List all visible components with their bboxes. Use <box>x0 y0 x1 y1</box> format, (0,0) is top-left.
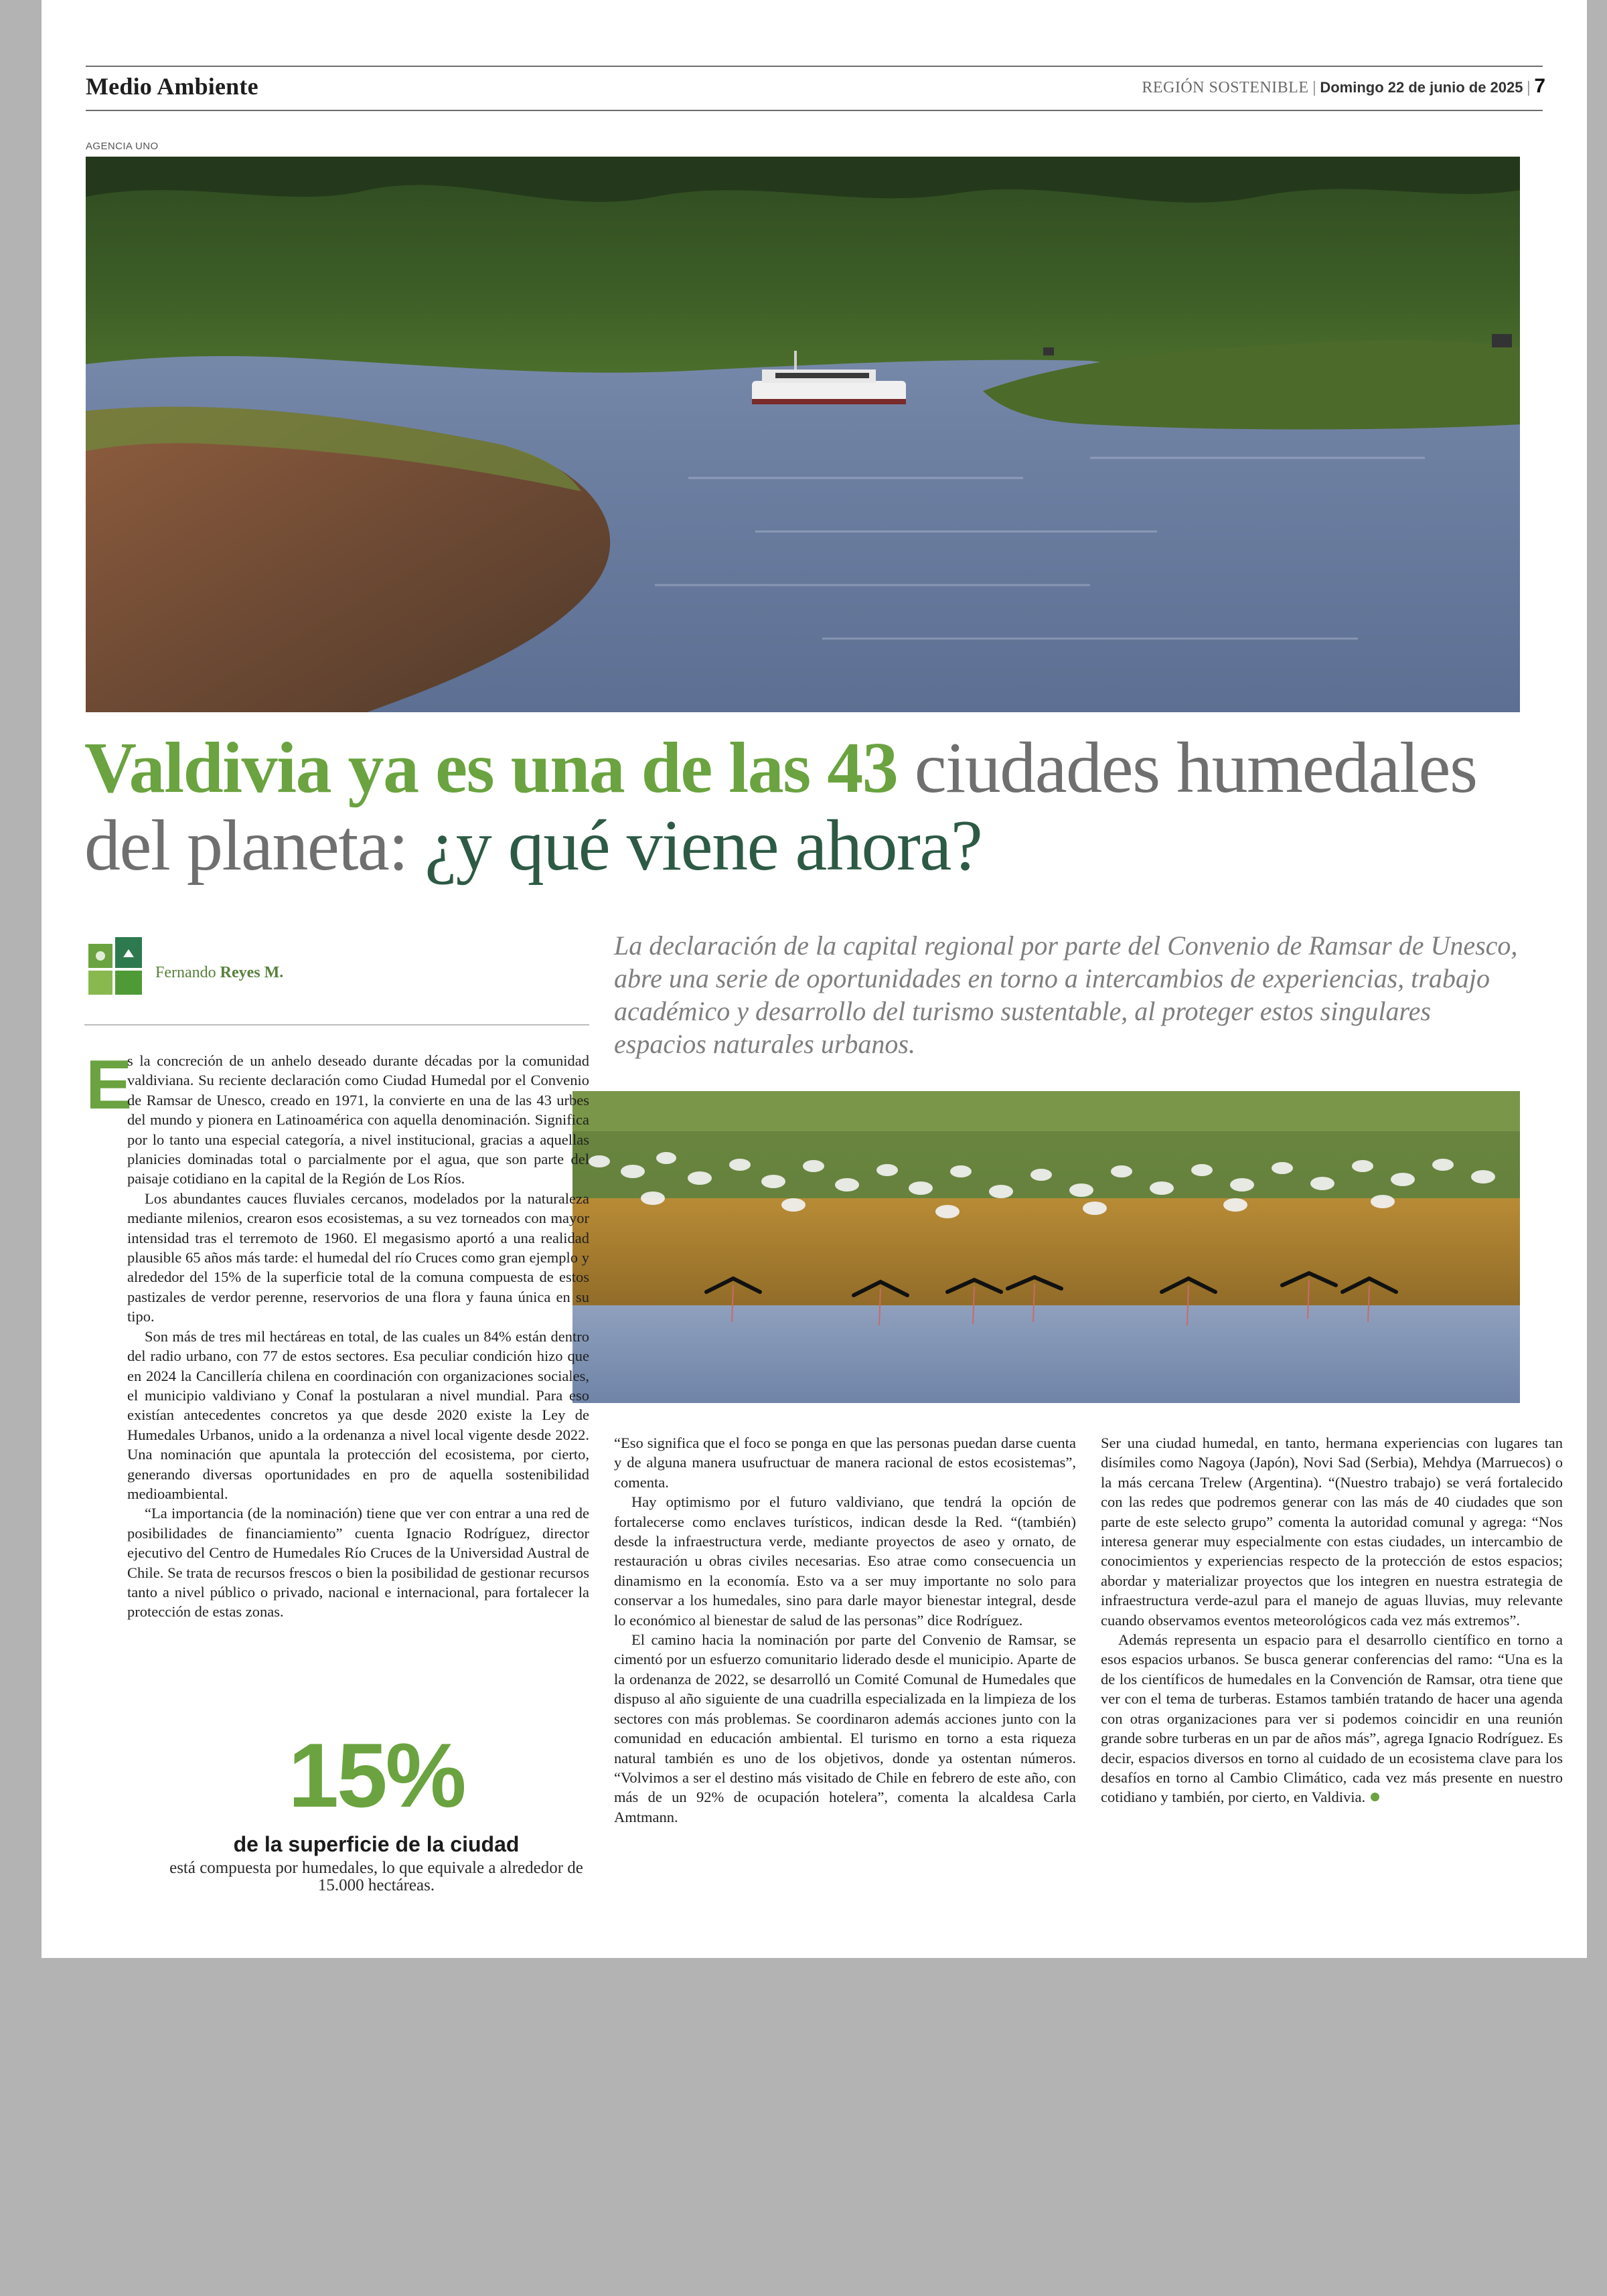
author-last-name: Reyes M. <box>220 964 284 981</box>
article-column-3 <box>1101 1433 1563 1807</box>
paragraph-final <box>1101 1630 1563 1807</box>
byline <box>155 964 283 982</box>
issue-date: Domingo 22 de junio de 2025 <box>1320 79 1523 96</box>
paragraph-text: Además representa un espacio para el desarrollo científico en torno a esos espacios urbanos. Se busca generar conferencias del ramo: “Una es la de los científicos de humedales en la Convención de Ramsar, otra tiene que ver con el tema de turberas. Estamos también tratando de hacer una agenda con otras organizaciones para ver si podemos coincidir en una reunión grande sobre turberas en un par de años más”, agrega Ignacio Rodríguez. Es decir, espacios diversos en torno al cuidado de un ecosistema clave para los desafíos en torno al Cambio Climático, cada vez más presente en nuestro cotidiano y también, por cierto, en Valdivia. <box>1101 1631 1563 1806</box>
newspaper-page <box>42 0 1587 1958</box>
paragraph: Hay optimismo por el futuro valdiviano, que tendrá la opción de fortalecerse como enclaves turísticos, indican desde la Red. “(también) desde la infraestructura verde, mediante proyectos de aseo y ornato, de restauración u obras civiles necesarias. Eso atrae como consecuencia un dinamismo en la economía. Esto va a ser muy importante no solo para conservar a los humedales, sino para darle mayor bienestar integral, desde lo económico al bienestar de salud de las personas” dice Rodríguez. <box>614 1493 1076 1629</box>
publication-name: REGIÓN SOSTENIBLE <box>1142 79 1309 96</box>
stat-value: 15% <box>288 1724 465 1826</box>
paragraph: El camino hacia la nominación por parte del Convenio de Ramsar, se cimentó por un esfuerzo comunitario liderado desde el municipio. Aparte de la ordenanza de 2022, se desarrolló un Comité Comunal de Humedales que dispuso al año siguiente de una cuadrilla especializada en la limpieza de los sectores con más problemas. Se coordinaron además acciones junto con la comunidad en educación ambiental. El turismo en torno a esta riqueza natural también es uno de los objetivos, donde ya ostentan números. “Volvimos a ser el destino más visitado de Chile en febrero de este año, con más de un 92% de ocupación hotelera”, comenta la alcaldesa Carla Amtmann. <box>614 1631 1076 1825</box>
section-title: Medio Ambiente <box>86 73 258 100</box>
wetland-birds-photo <box>572 1091 1520 1403</box>
stat-label: de la superficie de la ciudad <box>233 1832 520 1856</box>
headline-part-2: ciudades humedales del planeta: <box>84 728 1477 886</box>
article-lead: La declaración de la capital regional por parte del Convenio de Ramsar de Unesco, abre una serie de oportunidades en torno a intercambios de experiencias, trabajo académico y desarrollo del turismo sustentable, al proteger estos singulares espacios naturales urbanos. <box>614 930 1518 1059</box>
headline-part-1: Valdivia ya es una de las 43 <box>84 728 898 808</box>
paragraph: Son más de tres mil hectáreas en total, de las cuales un 84% están dentro del radio urbano, con 77 de estos sectores. Esa peculiar condición hizo que en 2024 la Cancillería chilena en coordinación con organizaciones sociales, el municipio valdiviano y Conaf la postularan a nivel mundial. Para eso existían antecedentes concretos ya que desde 2020 existe la Ley de Humedales Urbanos, unido a la ordenanza a nivel local vigente desde 2022. Una nominación que apuntala la protección del ecosistema, por cierto, generando diversas oportunidades en pro de aquella sostenibilidad medioambiental. <box>127 1327 589 1502</box>
paragraph: Ser una ciudad humedal, en tanto, hermana experiencias con lugares tan disímiles como Nagoya (Japón), Novi Sad (Serbia), Mehdya (Marruecos) o la más cercana Trelew (Argentina). “(Nuestro trabajo) se verá fortalecido con las redes que podremos generar con las más de 40 ciudades que son parte de este selecto grupo” comenta la autoridad comunal y agrega: “Nos interesa generar muy especialmente con estas ciudades, un intercambio de conocimientos y experiencias respecto de la protección de estos espacios; abordar y materializar proyectos que los integren en nuestra estrategia de infraestructura verde-azul para el manejo de aguas lluvias, muy relevante cuando observamos eventos meteorológicos cada vez más extremos”. <box>1101 1434 1563 1629</box>
paragraph: s la concreción de un anhelo deseado durante décadas por la comunidad valdiviana. Su reciente declaración como Ciudad Humedal por el Convenio de Ramsar de Unesco, creado en 1971, la convierte en una de las 43 urbes del mundo y pionera en Latinoamérica con aquella denominación. Significa por lo tanto una especial categoría, a nivel institucional, gracias a aquellas planicies dominadas total o parcialmente por el agua, que son parte del paisaje cotidiano en la capital de la Región de Los Ríos. <box>127 1052 589 1187</box>
stat-description: está compuesta por humedales, lo que equivale a alrededor de 15.000 hectáreas. <box>169 1859 583 1894</box>
paragraph: “Eso significa que el foco se ponga en que las personas puedan darse cuenta y de alguna manera usufructuar de manera racional de estos ecosistemas”, comenta. <box>614 1434 1076 1491</box>
article-column-1 <box>127 1051 589 1622</box>
author-first-name: Fernando <box>155 964 216 981</box>
headline-part-3: ¿y qué viene ahora? <box>425 806 982 886</box>
header-rule-top <box>86 66 1543 67</box>
drop-cap: E <box>86 1046 133 1124</box>
paragraph: Los abundantes cauces fluviales cercanos, modelados por la naturaleza mediante milenios, crearon esos ecosistemas, a su vez torneados con mayor intensidad tras el terremoto de 1960. El megasismo aportó a una realidad plausible 65 años más tarde: el humedal del río Cruces como gran ejemplo y alrededor del 15% de la superficie total de la comuna compuesta de estos pastizales de verdor perenne, reservorios de una flora y fauna única en su tipo. <box>127 1190 589 1325</box>
header-rule-bottom <box>86 110 1543 111</box>
byline-divider <box>84 1024 589 1026</box>
photo-credit: AGENCIA UNO <box>86 141 159 152</box>
headline <box>84 730 1557 885</box>
paragraph: “La importancia (de la nominación) tiene que ver con entrar a una red de posibilidades de financiamiento” cuenta Ignacio Rodríguez, director ejecutivo del Centro de Humedales Río Cruces de la Universidad Austral de Chile. Se trata de recursos frescos o bien la posibilidad de gestionar recursos tanto a nivel público o privado, nacional e internacional, para fortalecer la protección de estas zonas. <box>127 1505 589 1621</box>
page-number: 7 <box>1534 75 1545 97</box>
page-folio: REGIÓN SOSTENIBLE | Domingo 22 de junio de 2025 | 7 <box>1142 75 1545 97</box>
end-mark-icon <box>1371 1793 1379 1801</box>
wetland-logo-icon <box>88 937 142 997</box>
river-boat-photo <box>86 157 1520 712</box>
